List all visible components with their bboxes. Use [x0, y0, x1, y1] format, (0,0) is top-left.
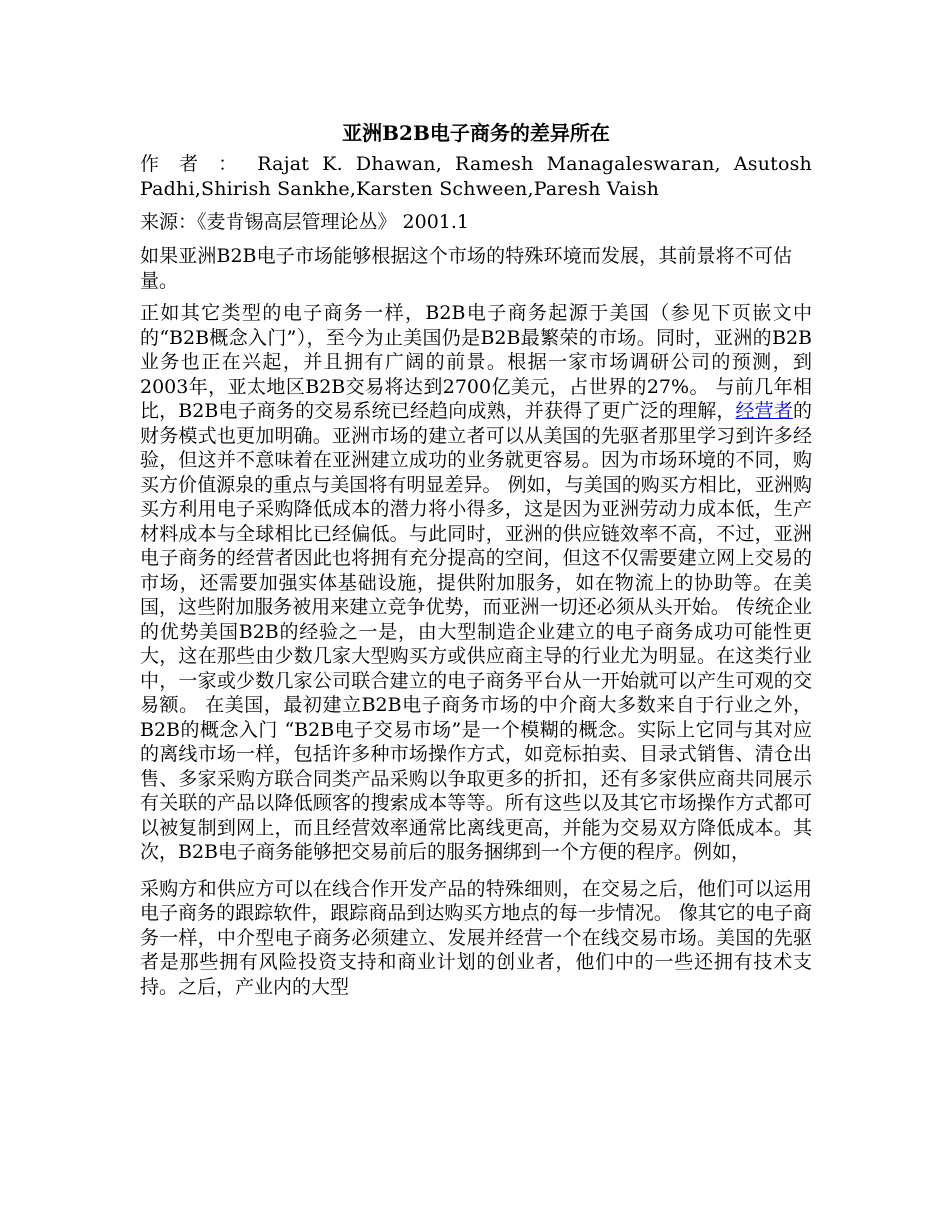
author-line-2: Padhi,Shirish Sankhe,Karsten Schween,Paresh Vaish [140, 178, 660, 200]
body-text-after-link: 的财务模式也更加明确。亚洲市场的建立者可以从美国的先驱者那里学习到许多经验，但这并不意味着在亚洲建立成功的业务就更容易。因为市场环境的不同，购买方价值源泉的重点与美国将有明显差异。 例如，与美国的购买方相比，亚洲购买方利用电子采购降低成本的潜力将小得多，这是因为亚洲劳动力成本低，生产材料成本与全球相比已经偏低。与此同时，亚洲的供应链效率不高，不过，亚洲电子商务的经营者因此也将拥有充分提高的空间，但这不仅需要建立网上交易的市场，还需要加强实体基础设施，提供附加服务，如在物流上的协助等。在美国，这些附加服务被用来建立竞争优势，而亚洲一切还必须从头开始。 传统企业的优势美国B2B的经验之一是，由大型制造企业建立的电子商务成功可能性更大，这在那些由少数几家大型购买方或供应商主导的行业尤为明显。在这类行业中，一家或少数几家公司联合建立的电子商务平台从一开始就可以产生可观的交易额。 在美国，最初建立B2B电子商务市场的中介商大多数来自于行业之外， B2B的概念入门 “B2B电子交易市场”是一个模糊的概念。实际上它同与其对应的离线市场一样，包括许多种市场操作方式，如竞标拍卖、目录式销售、清仓出售、多家采购方联合同类产品采购以争取更多的折扣，还有多家供应商共同展示有关联的产品以降低顾客的搜索成本等等。所有这些以及其它市场操作方式都可以被复制到网上，而且经营效率通常比离线更高，并能为交易双方降低成本。其次，B2B电子商务能够把交易前后的服务捆绑到一个方便的程序。例如， [140, 400, 812, 863]
author-line-1: 作 者 ： Rajat K. Dhawan, Ramesh Managaleswaran, Asutosh [140, 153, 812, 175]
operator-link[interactable]: 经营者 [735, 400, 793, 422]
document-page [140, 118, 812, 1007]
last-paragraph: 采购方和供应方可以在线合作开发产品的特殊细则，在交易之后，他们可以运用电子商务的跟踪软件，跟踪商品到达购买方地点的每一步情况。 像其它的电子商务一样，中介型电子商务必须建立、发展并经营一个在线交易市场。美国的先驱者是那些拥有风险投资支持和商业计划的创业者，他们中的一些还拥有技术支持。之后，产业内的大型 [140, 877, 812, 998]
intro-paragraph: 如果亚洲B2B电子市场能够根据这个市场的特殊环境而发展，其前景将不可估量。 [140, 245, 792, 292]
article-title: 亚洲B2B电子商务的差异所在 [342, 121, 610, 145]
body-paragraph [140, 301, 812, 865]
source-line: 来源：《麦肯锡高层管理论丛》 2001.1 [140, 211, 470, 233]
author-line [140, 152, 812, 202]
body-text-before-link: 正如其它类型的电子商务一样，B2B电子商务起源于美国（参见下页嵌文中的“B2B概念入门”），至今为止美国仍是B2B最繁荣的市场。同时，亚洲的B2B业务也正在兴起，并且拥有广阔的前景。根据一家市场调研公司的预测，到2003年，亚太地区B2B交易将达到2700亿美元，占世界的27%。 与前几年相比，B2B电子商务的交易系统已经趋向成熟，并获得了更广泛的理解， [140, 302, 812, 422]
